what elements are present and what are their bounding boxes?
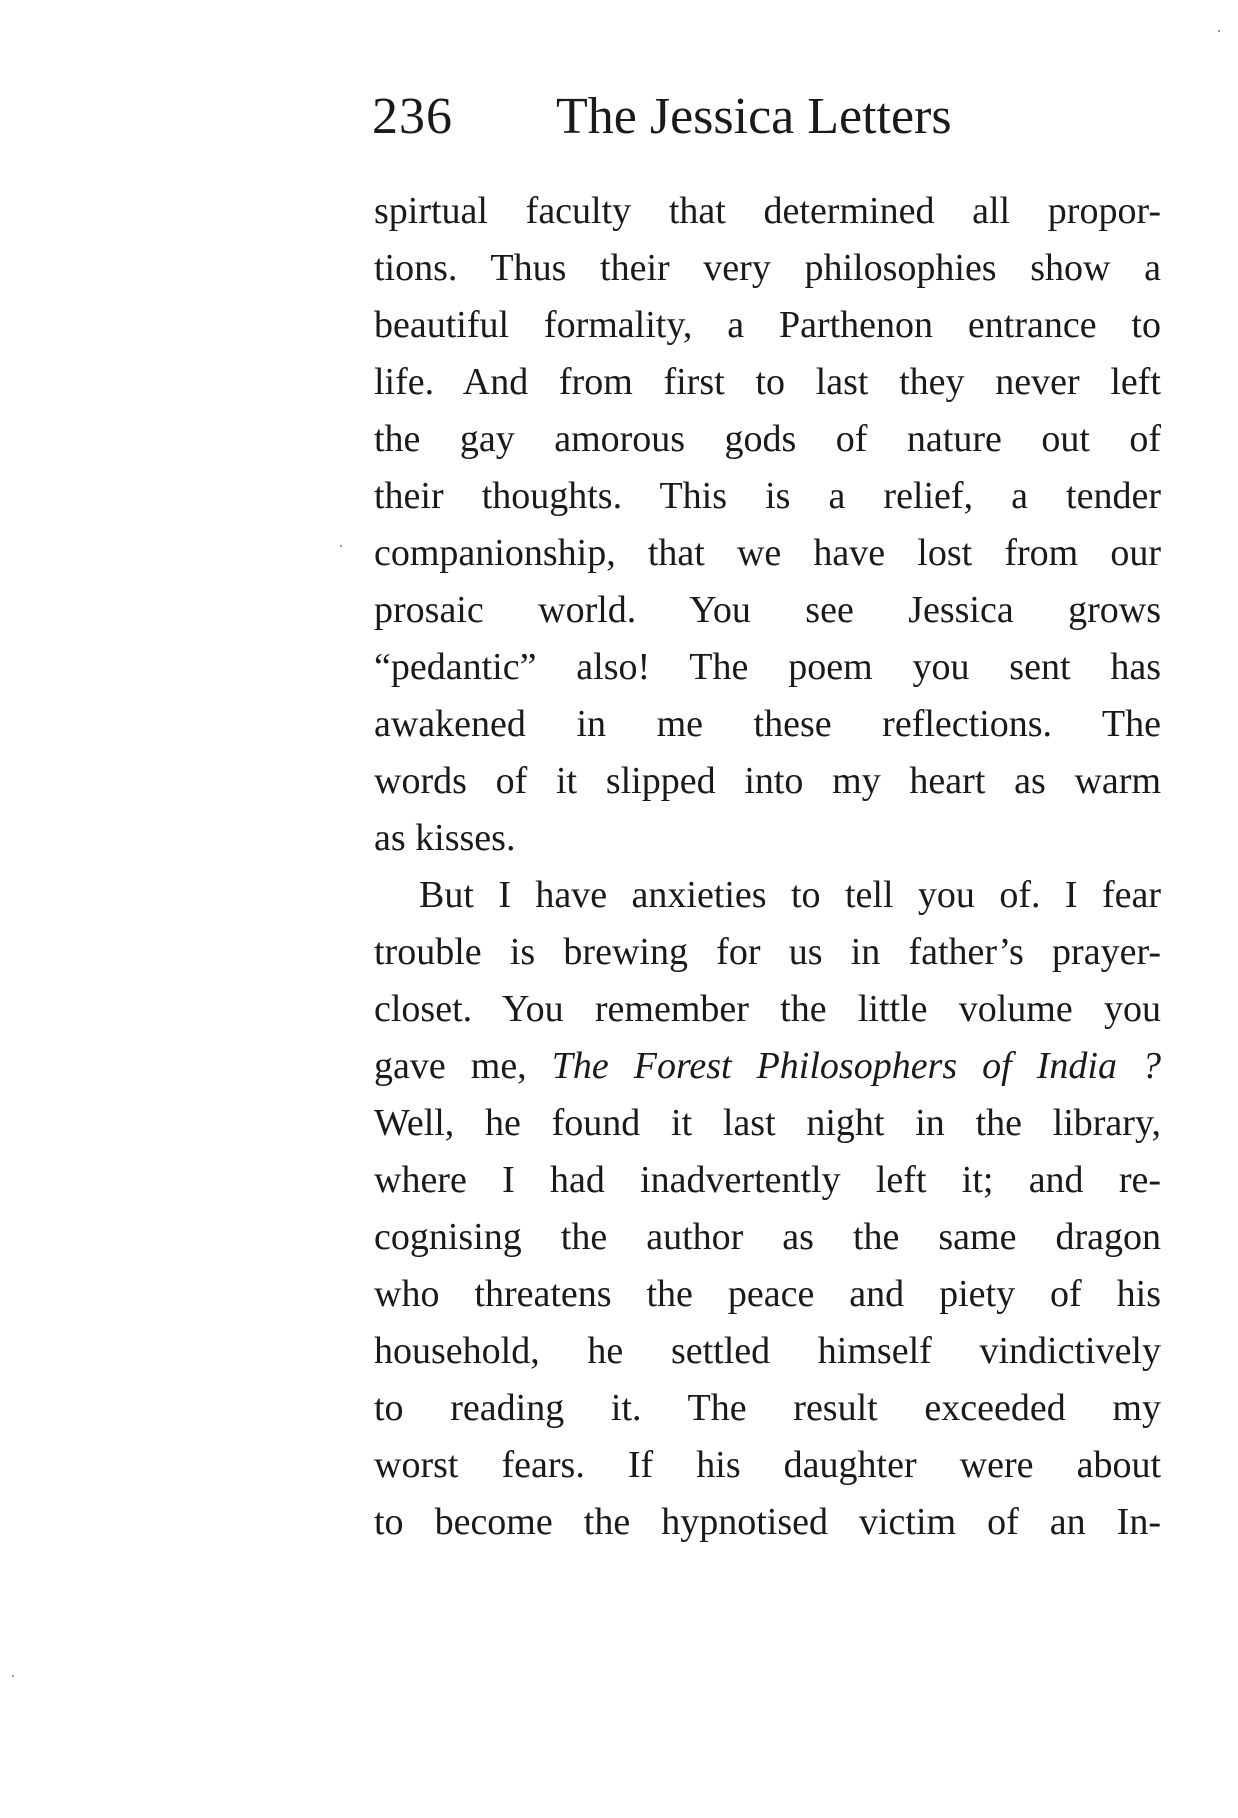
body-text (374, 183, 1161, 1551)
text-line: life. And from first to last they never left (374, 361, 1161, 403)
text-line: to become the hypnotised victim of an In- (374, 1501, 1161, 1543)
text-line: who threatens the peace and piety of his (374, 1273, 1161, 1315)
text-line: tions. Thus their very philosophies show a (374, 247, 1161, 289)
text-line: as kisses. (374, 817, 516, 859)
book-title: The Jessica Letters (556, 88, 952, 145)
text-line: where I had inadvertently left it; and re- (374, 1159, 1161, 1201)
book-title-citation: The Forest Philosophers of India ? (551, 1045, 1161, 1087)
running-head (372, 82, 1172, 152)
text-line: “pedantic” also! The poem you sent has (374, 646, 1161, 688)
text-line: spirtual faculty that determined all propor- (374, 190, 1161, 232)
scan-speck (340, 545, 342, 547)
text-line: to reading it. The result exceeded my (374, 1387, 1161, 1429)
text-line: trouble is brewing for us in father’s prayer- (374, 931, 1161, 973)
text-line-with-title (374, 1038, 1161, 1095)
text-line: But I have anxieties to tell you of. I fear (419, 874, 1161, 916)
text-line: Well, he found it last night in the library, (374, 1102, 1161, 1144)
text-line: their thoughts. This is a relief, a tender (374, 475, 1161, 517)
text-line: the gay amorous gods of nature out of (374, 418, 1161, 460)
text-line: awakened in me these reflections. The (374, 703, 1161, 745)
text-line: companionship, that we have lost from our (374, 532, 1161, 574)
page-number: 236 (372, 88, 453, 145)
scan-speck (1218, 30, 1220, 32)
text-line: beautiful formality, a Parthenon entrance to (374, 304, 1161, 346)
text-line: worst fears. If his daughter were about (374, 1444, 1161, 1486)
text-line: prosaic world. You see Jessica grows (374, 589, 1161, 631)
text-line: words of it slipped into my heart as warm (374, 760, 1161, 802)
text-line: cognising the author as the same dragon (374, 1216, 1161, 1258)
scan-speck (12, 1675, 14, 1677)
text-line: household, he settled himself vindictively (374, 1330, 1161, 1372)
text-line: closet. You remember the little volume you (374, 988, 1161, 1030)
line-lead-text: gave me, (374, 1045, 527, 1087)
